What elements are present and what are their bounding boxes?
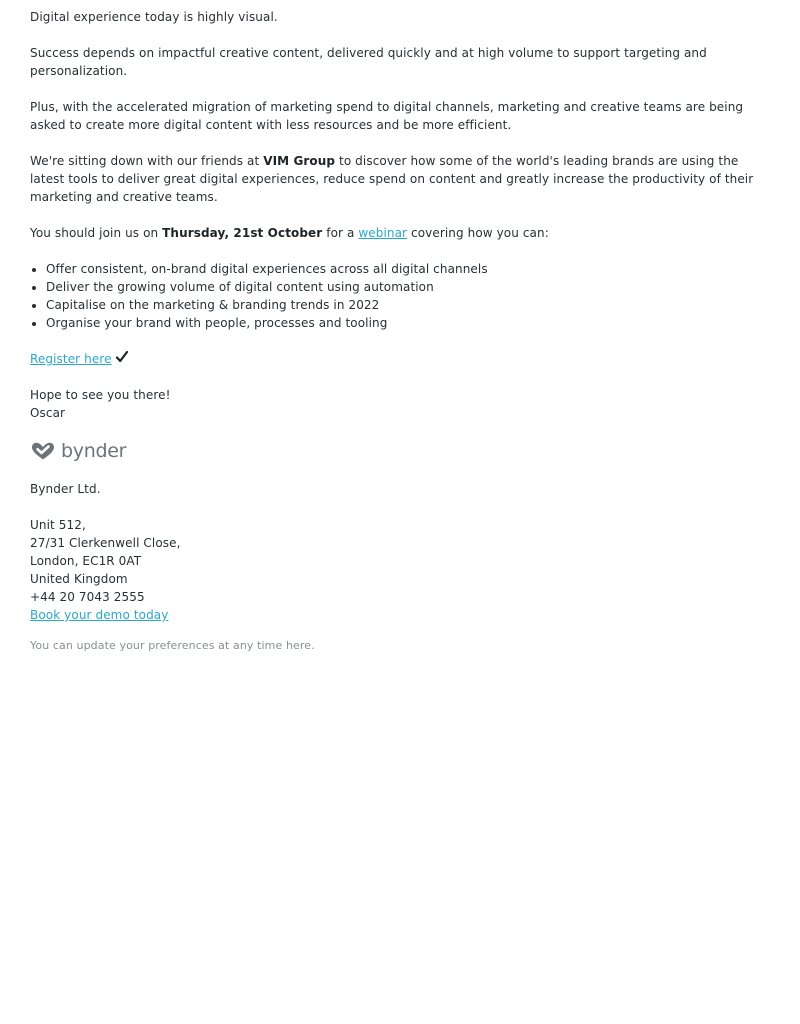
company-address xyxy=(30,516,770,624)
address-line-3: London, EC1R 0AT xyxy=(30,554,142,568)
partner-name: VIM Group xyxy=(263,154,336,168)
list-item: • Deliver the growing volume of digital content using automation xyxy=(46,278,770,296)
intro-paragraph-5 xyxy=(30,224,770,242)
webinar-date: Thursday, 21st October xyxy=(162,226,323,240)
checkmark-icon xyxy=(115,350,129,364)
company-phone: +44 20 7043 2555 xyxy=(30,590,145,604)
webinar-link[interactable]: webinar xyxy=(358,226,408,240)
book-demo-link[interactable]: Book your demo today xyxy=(30,608,169,622)
p5-text-mid: for a xyxy=(322,226,359,240)
intro-paragraph-3: Plus, with the accelerated migration of marketing spend to digital channels, marketing and creative teams are being asked to create more digital content with less resources and be more efficient. xyxy=(30,100,744,132)
address-line-1: Unit 512, xyxy=(30,518,86,532)
signoff-name: Oscar xyxy=(30,406,66,420)
list-item: • Capitalise on the marketing & branding trends in 2022 xyxy=(46,296,770,314)
list-item: • Organise your brand with people, processes and tooling xyxy=(46,314,770,332)
register-link[interactable]: Register here xyxy=(30,352,112,366)
company-name: Bynder Ltd. xyxy=(30,482,101,496)
list-item: • Offer consistent, on-brand digital experiences across all digital channels xyxy=(46,260,770,278)
intro-paragraph-2: Success depends on impactful creative content, delivered quickly and at high volume to support targeting and personalization. xyxy=(30,46,707,78)
register-line xyxy=(30,350,770,368)
p4-text-post: to discover how some of the world's leading brands are using the latest tools to deliver great digital experiences, reduce spend on content and greatly increase the productivity of their marketing and creative teams. xyxy=(30,154,754,204)
bynder-logo xyxy=(30,440,770,462)
bynder-wordmark: bynder xyxy=(61,440,127,462)
preferences-note[interactable]: You can update your preferences at any time here. xyxy=(30,639,315,652)
address-line-2: 27/31 Clerkenwell Close, xyxy=(30,536,181,550)
address-line-4: United Kingdom xyxy=(30,572,128,586)
signoff-line-1: Hope to see you there! xyxy=(30,388,171,402)
p5-text-post: covering how you can: xyxy=(407,226,549,240)
intro-paragraph-1: Digital experience today is highly visual. xyxy=(30,10,278,24)
benefits-list xyxy=(30,260,770,332)
intro-paragraph-4 xyxy=(30,152,770,206)
bynder-heart-check-icon xyxy=(30,441,56,461)
p5-text-pre: You should join us on xyxy=(30,226,163,240)
p4-text-pre: We're sitting down with our friends at xyxy=(30,154,264,168)
